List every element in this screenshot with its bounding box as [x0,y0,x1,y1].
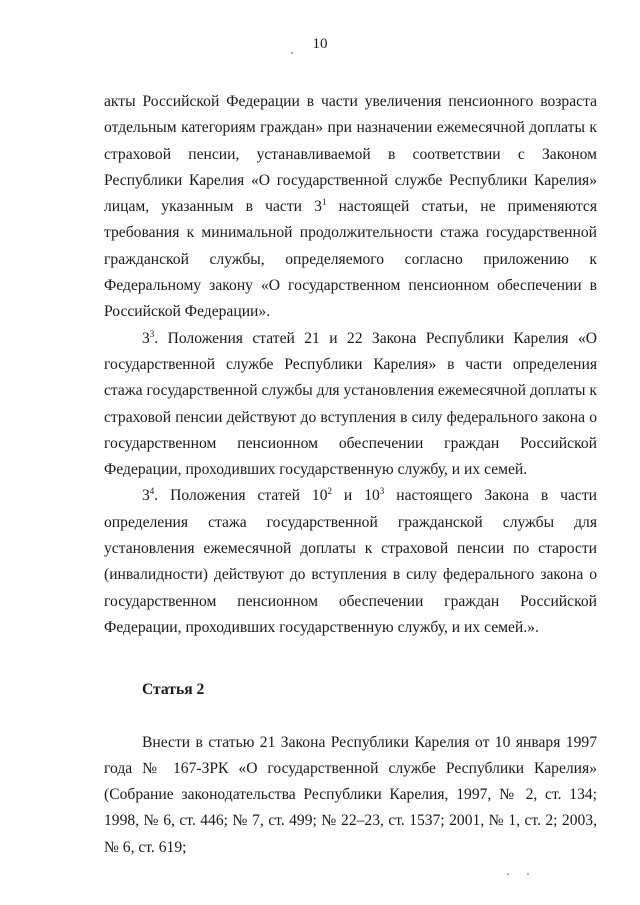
page-number: 10 [312,36,328,52]
superscript: 3 [379,486,385,497]
text-run: настоящей статьи, не применяются требования к минимальной продолжительности стажа государственной гражданской службы, определяемого согласно приложению к Федеральному закону «О государственном пенсионном обеспечении в Российской Федерации». [104,198,597,321]
superscript: 4 [149,486,155,497]
superscript: 2 [327,486,332,497]
text-run: и 10 [332,487,380,505]
text-run: акты Российской Федерации в части увеличения пенсионного возраста отдельным категориям граждан» при назначении ежемесячной доплаты к страховой пенсии, устанавливаемой в соответствии с Законом Республики Карелия «О государственной службе Республики Карелия» лицам, указанным в части 3 [104,93,597,216]
text-run: . Положения статей 10 [154,487,328,505]
scan-speck [507,873,509,875]
scan-speck [291,52,293,54]
superscript: 3 [149,328,155,339]
text-run: настоящего Закона в части определения стажа государственной гражданской службы для установления ежемесячной доплаты к страховой пенсии по старости (инвалидности) действуют до вступления в силу федерального закона о государственном пенсионном обеспечении граждан Российской Федерации, проходивших государственную службу, и их семей.». [104,487,597,636]
article-paragraph: Внести в статью 21 Закона Республики Карелия от 10 января 1997 года № 167-ЗРК «О государственной службе Республики Карелия» (Собрание законодательства Республики Карелия, 1997, № 2, ст. 134; 1998, № 6, ст. 446; № 7, ст. 499; № 22–23, ст. 1537; 2001, № 1, ст. 2; 2003, № 6, ст. 619; [104,733,597,856]
superscript: 1 [321,197,327,207]
text-run: . Положения статей 21 и 22 Закона Республики Карелия «О государственной службе Республики Карелия» в части определения стажа государственной службы для установления ежемесячной доплаты к страховой пенсии действуют до вступления в силу федерального закона о государственном пенсионном обеспечении граждан Российской Федерации, проходивших государственную службу, и их семей. [104,329,597,479]
text-run: 3 [142,487,150,505]
text-run: 3 [142,329,150,347]
scan-speck [527,873,529,875]
article-heading: Статья 2 [142,681,205,699]
